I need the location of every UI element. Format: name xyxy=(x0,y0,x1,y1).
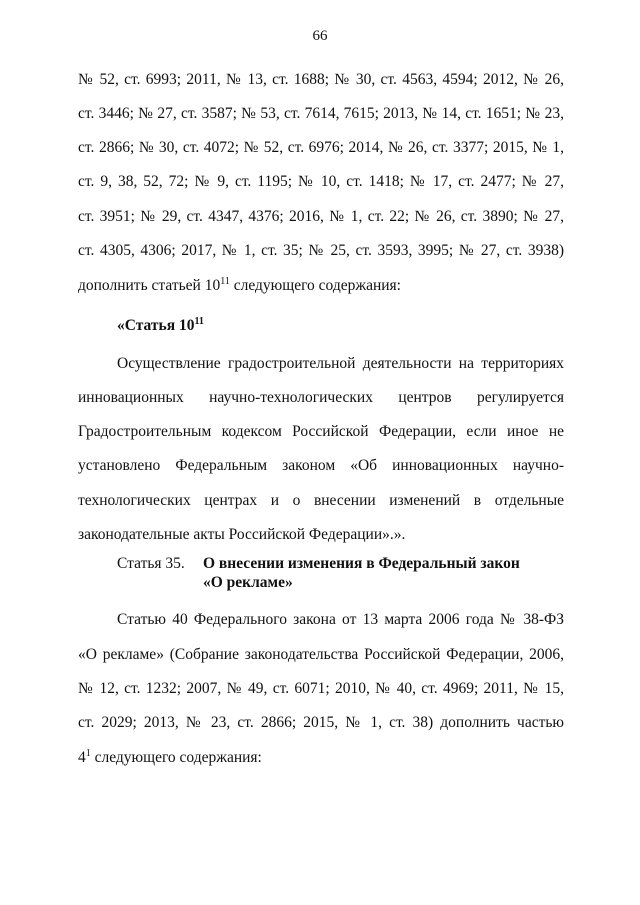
supplement-line xyxy=(78,276,564,296)
citation-line: ст. 3446; № 27, ст. 3587; № 53, ст. 7614, 7615; 2013, № 14, ст. 1651; № 23, xyxy=(78,105,564,122)
inserted-article-heading-superscript: 11 xyxy=(194,316,204,327)
article-body-line: установлено Федеральным законом «Об инновационных научно- xyxy=(78,457,564,474)
article-body-line: Осуществление градостроительной деятельности на территориях xyxy=(117,355,564,372)
article-35-body-line: ст. 2029; 2013, № 23, ст. 2866; 2015, № 1, ст. 38) дополнить частью xyxy=(78,714,564,731)
inserted-article-heading-text: «Статья 10 xyxy=(117,317,195,334)
article-body-line: технологических центрах и о внесении изменений в отдельные xyxy=(78,492,564,509)
citation-line: № 52, ст. 6993; 2011, № 13, ст. 1688; № 30, ст. 4563, 4594; 2012, № 26, xyxy=(78,71,564,88)
article-35-title-line: О внесении изменения в Федеральный закон xyxy=(203,555,520,572)
citation-line: ст. 2866; № 30, ст. 4072; № 52, ст. 6976; 2014, № 26, ст. 3377; 2015, № 1, xyxy=(78,139,564,156)
article-body-line: законодательные акты Российской Федерации».». xyxy=(78,526,406,543)
supplement-text-end: следующего содержания: xyxy=(229,277,401,294)
citation-line: ст. 4305, 4306; 2017, № 1, ст. 35; № 25, ст. 3593, 3995; № 27, ст. 3938) xyxy=(78,242,564,259)
article-35-body-line: «О рекламе» (Собрание законодательства Российской Федерации, 2006, xyxy=(78,646,564,663)
article-35-body-line: Статью 40 Федерального закона от 13 марта 2006 года № 38-ФЗ xyxy=(117,611,564,628)
article-35-last-line xyxy=(78,748,564,768)
article-35-last-text: следующего содержания: xyxy=(90,749,262,766)
article-35-label: Статья 35. xyxy=(117,555,185,572)
inserted-article-heading xyxy=(117,316,564,336)
article-35-body-line: № 12, ст. 1232; 2007, № 49, ст. 6071; 2010, № 40, ст. 4969; 2011, № 15, xyxy=(78,680,564,697)
supplement-text: дополнить статьей 10 xyxy=(78,277,221,294)
article-body-line: инновационных научно-технологических центров регулируется xyxy=(78,389,564,406)
citation-line: ст. 3951; № 29, ст. 4347, 4376; 2016, № 1, ст. 22; № 26, ст. 3890; № 27, xyxy=(78,208,564,225)
citation-line: ст. 9, 38, 52, 72; № 9, ст. 1195; № 10, ст. 1418; № 17, ст. 2477; № 27, xyxy=(78,173,564,190)
part-number-superscript: 1 xyxy=(85,748,91,759)
article-35-title-line: «О рекламе» xyxy=(203,574,293,591)
page-number: 66 xyxy=(312,28,328,44)
part-number: 4 xyxy=(78,749,86,766)
supplement-superscript: 11 xyxy=(220,276,230,287)
article-body-line: Градостроительным кодексом Российской Федерации, если иное не xyxy=(78,423,564,440)
